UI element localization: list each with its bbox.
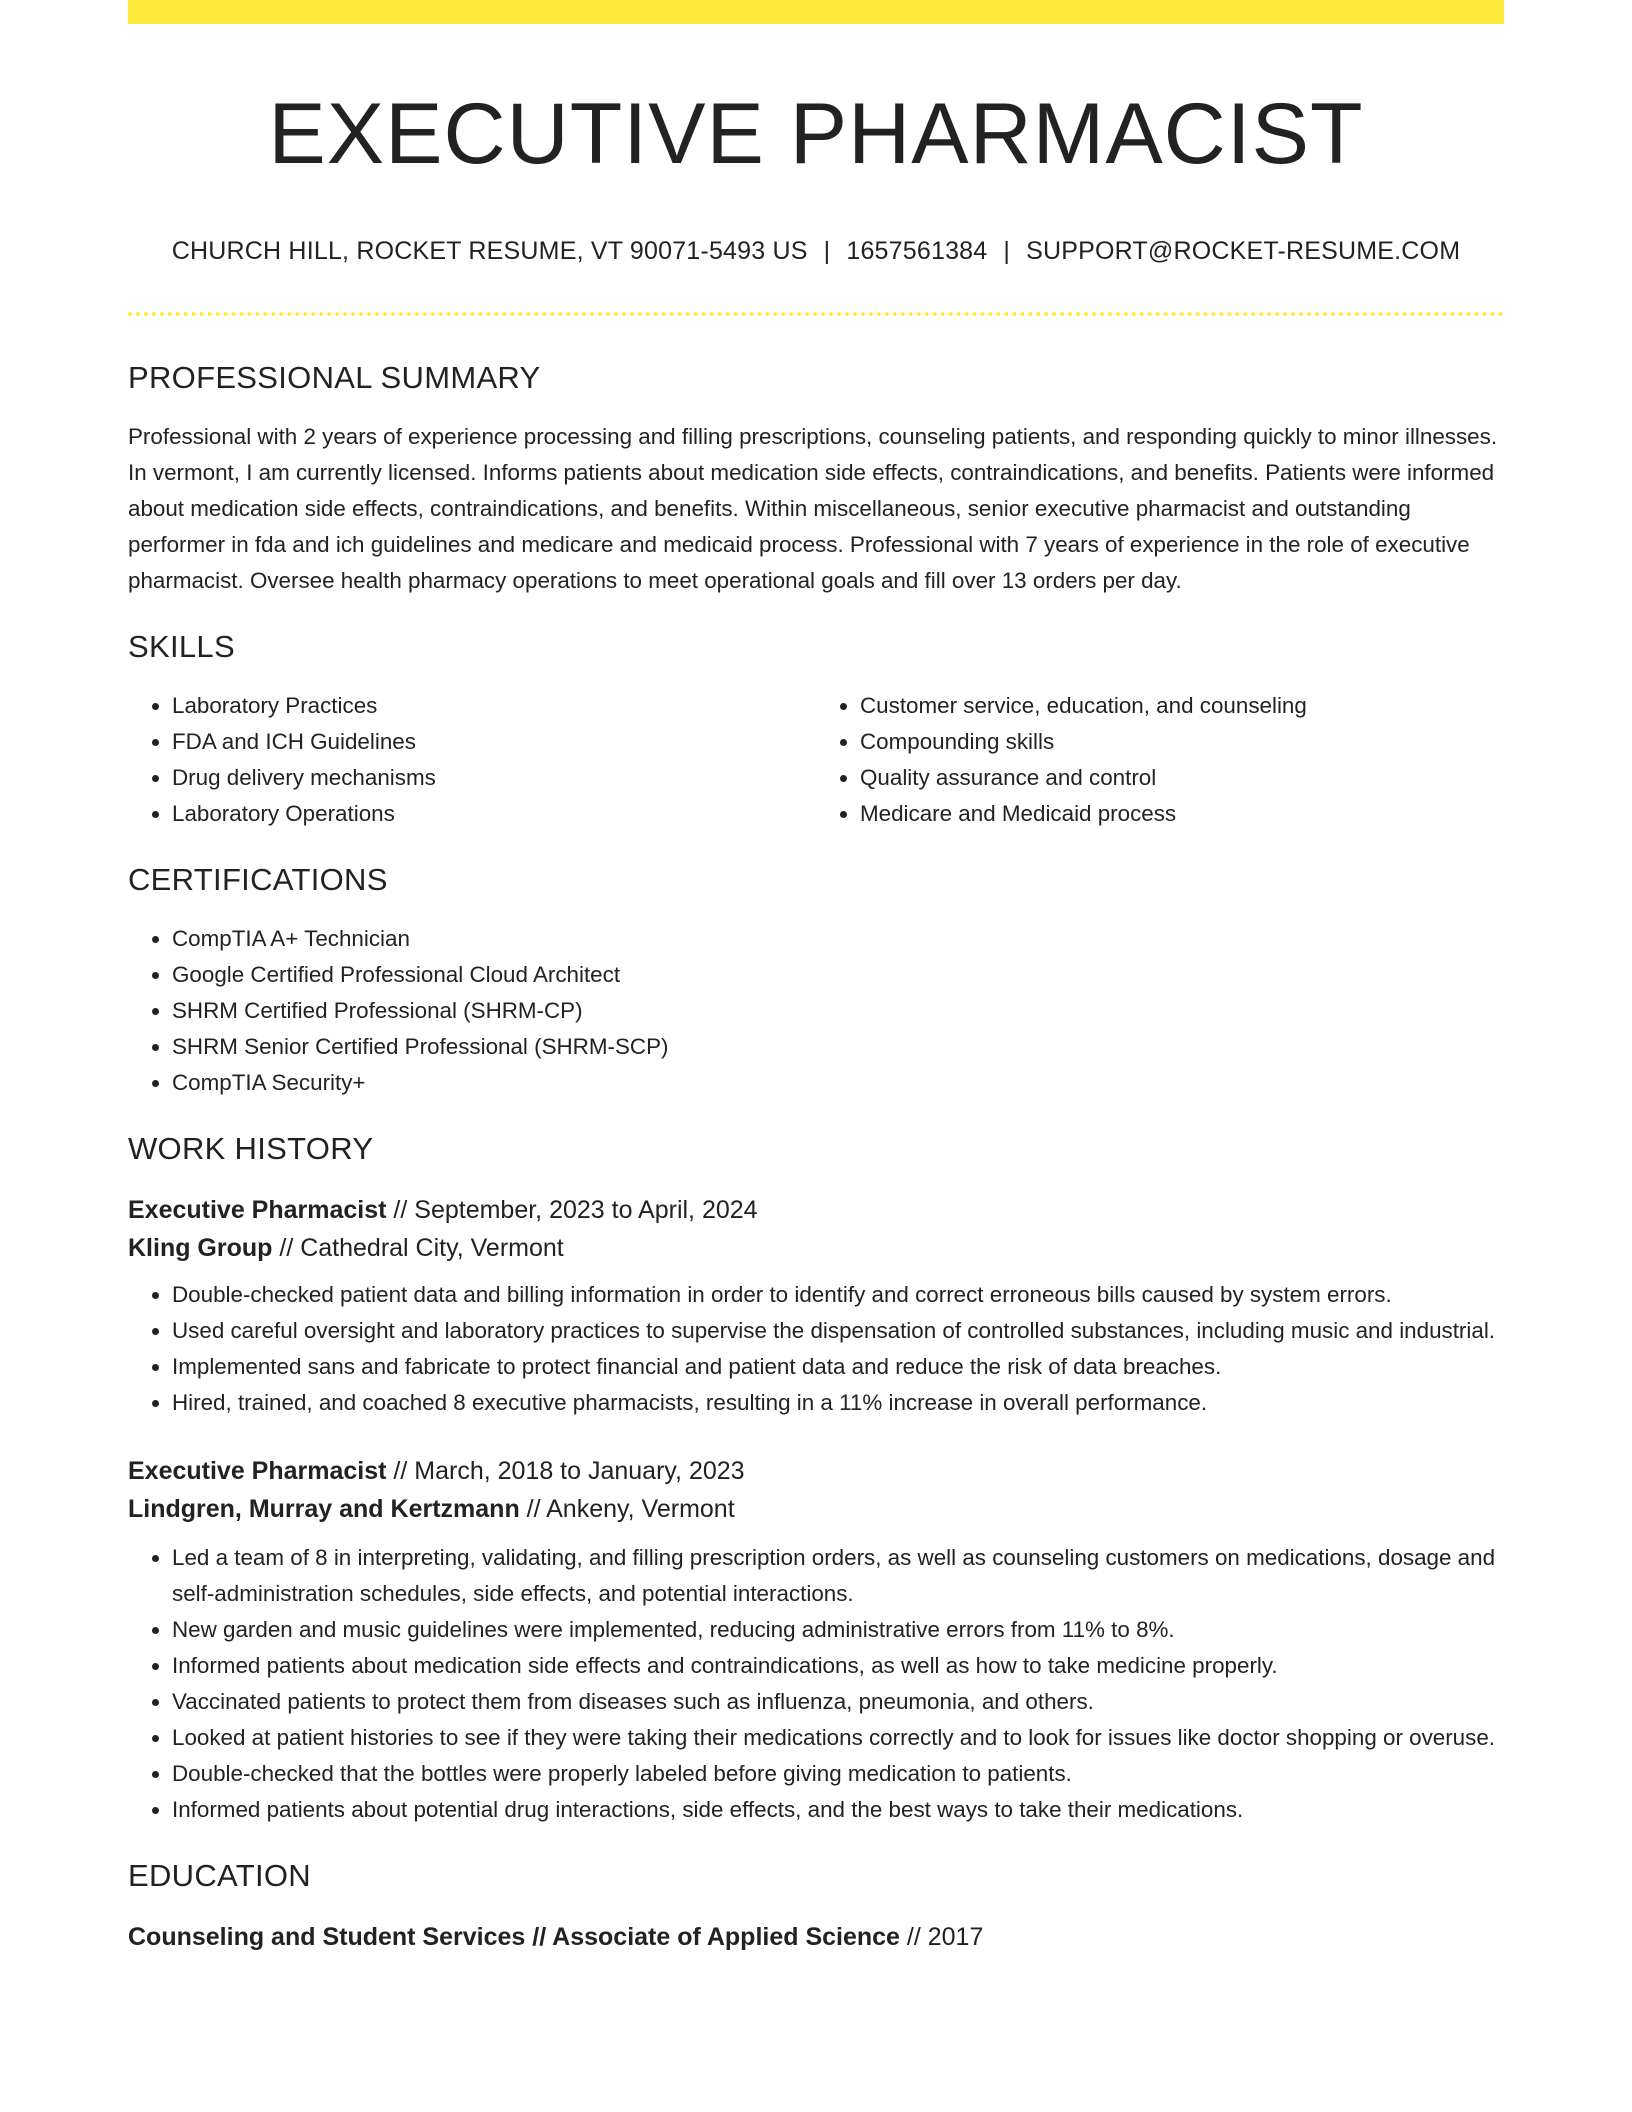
skills-columns	[128, 688, 1504, 832]
summary-text: Professional with 2 years of experience processing and filling prescriptions, counseling patients, and responding quickly to minor illnesses. In vermont, I am currently licensed. Informs patients about medication side effects, contraindications, and benefits. Patients were informed about medication side effects, contraindications, and benefits. Within miscellaneous, senior executive pharmacist and outstanding performer in fda and ich guidelines and medicare and medicaid process. Professional with 7 years of experience in the role of executive pharmacist. Oversee health pharmacy operations to meet operational goals and fill over 13 orders per day.	[128, 424, 1498, 593]
skills-list-left	[128, 688, 816, 832]
job-company-line	[128, 1490, 1504, 1528]
resume-page	[128, 0, 1504, 1956]
contact-line	[128, 234, 1504, 268]
skill-item: • FDA and ICH Guidelines	[172, 724, 816, 760]
job-title-line	[128, 1452, 1504, 1490]
address: CHURCH HILL, ROCKET RESUME, VT 90071-5493 US	[171, 237, 808, 265]
job-bullet: • Used careful oversight and laboratory practices to supervise the dispensation of controlled substances, including music and industrial.	[172, 1313, 1504, 1349]
job-bullet: • Implemented sans and fabricate to protect financial and patient data and reduce the risk of data breaches.	[172, 1349, 1504, 1385]
work-history-heading: WORK HISTORY	[128, 1131, 374, 1166]
accent-top-bar	[128, 0, 1504, 24]
certification-item: • SHRM Senior Certified Professional (SHRM-SCP)	[172, 1029, 1504, 1065]
certification-item: • CompTIA Security+	[172, 1065, 1504, 1101]
education-entry	[128, 1918, 1504, 1956]
education-field: Counseling and Student Services	[128, 1923, 526, 1951]
education-separator: //	[525, 1923, 553, 1951]
job-bullet: • New garden and music guidelines were implemented, reducing administrative errors from 11% to 8%.	[172, 1612, 1504, 1648]
skill-item: • Medicare and Medicaid process	[860, 796, 1504, 832]
email-link[interactable]: SUPPORT@ROCKET-RESUME.COM	[1026, 237, 1461, 265]
job-entry	[128, 1452, 1504, 1828]
job-dates: // March, 2018 to January, 2023	[386, 1457, 745, 1485]
skill-item: • Compounding skills	[860, 724, 1504, 760]
contact-separator: |	[823, 237, 831, 265]
job-location: // Cathedral City, Vermont	[272, 1234, 564, 1262]
job-bullet: • Informed patients about potential drug interactions, side effects, and the best ways to take their medications.	[172, 1792, 1504, 1828]
certification-item: • Google Certified Professional Cloud Architect	[172, 957, 1504, 993]
education-degree: Associate of Applied Science	[552, 1923, 900, 1951]
certifications-list	[128, 921, 1504, 1101]
phone-number[interactable]: 1657561384	[846, 237, 988, 265]
job-role: Executive Pharmacist	[128, 1196, 387, 1224]
job-bullet: • Double-checked that the bottles were properly labeled before giving medication to patients.	[172, 1756, 1504, 1792]
job-company: Kling Group	[128, 1234, 273, 1262]
contact-separator: |	[1003, 237, 1011, 265]
skill-item: • Laboratory Operations	[172, 796, 816, 832]
job-bullet: • Informed patients about medication side effects and contraindications, as well as how to take medicine properly.	[172, 1648, 1504, 1684]
job-entry	[128, 1191, 1504, 1421]
job-company-line	[128, 1229, 1504, 1267]
education-year: // 2017	[899, 1923, 984, 1951]
job-bullet: • Double-checked patient data and billing information in order to identify and correct erroneous bills caused by system errors.	[172, 1277, 1504, 1313]
job-bullets	[128, 1277, 1504, 1421]
job-dates: // September, 2023 to April, 2024	[386, 1196, 758, 1224]
job-title-line	[128, 1191, 1504, 1229]
resume-name: EXECUTIVE PHARMACIST	[268, 86, 1364, 182]
job-bullets	[128, 1540, 1504, 1828]
job-location: // Ankeny, Vermont	[519, 1495, 735, 1523]
job-company: Lindgren, Murray and Kertzmann	[128, 1495, 520, 1523]
skills-list-right	[816, 688, 1504, 832]
skill-item: • Laboratory Practices	[172, 688, 816, 724]
skills-heading: SKILLS	[128, 629, 235, 664]
job-bullet: • Vaccinated patients to protect them from diseases such as influenza, pneumonia, and others.	[172, 1684, 1504, 1720]
summary-heading: PROFESSIONAL SUMMARY	[128, 360, 541, 395]
skill-item: • Drug delivery mechanisms	[172, 760, 816, 796]
job-role: Executive Pharmacist	[128, 1457, 387, 1485]
certification-item: • SHRM Certified Professional (SHRM-CP)	[172, 993, 1504, 1029]
certifications-heading: CERTIFICATIONS	[128, 862, 388, 897]
job-bullet: • Hired, trained, and coached 8 executive pharmacists, resulting in a 11% increase in overall performance.	[172, 1385, 1504, 1421]
job-bullet: • Led a team of 8 in interpreting, validating, and filling prescription orders, as well as counseling customers on medications, dosage and self-administration schedules, side effects, and potential interactions.	[172, 1540, 1504, 1612]
job-bullet: • Looked at patient histories to see if they were taking their medications correctly and to look for issues like doctor shopping or overuse.	[172, 1720, 1504, 1756]
skill-item: • Customer service, education, and counseling	[860, 688, 1504, 724]
dotted-divider	[128, 312, 1504, 316]
education-heading: EDUCATION	[128, 1858, 311, 1893]
certification-item: • CompTIA A+ Technician	[172, 921, 1504, 957]
skill-item: • Quality assurance and control	[860, 760, 1504, 796]
